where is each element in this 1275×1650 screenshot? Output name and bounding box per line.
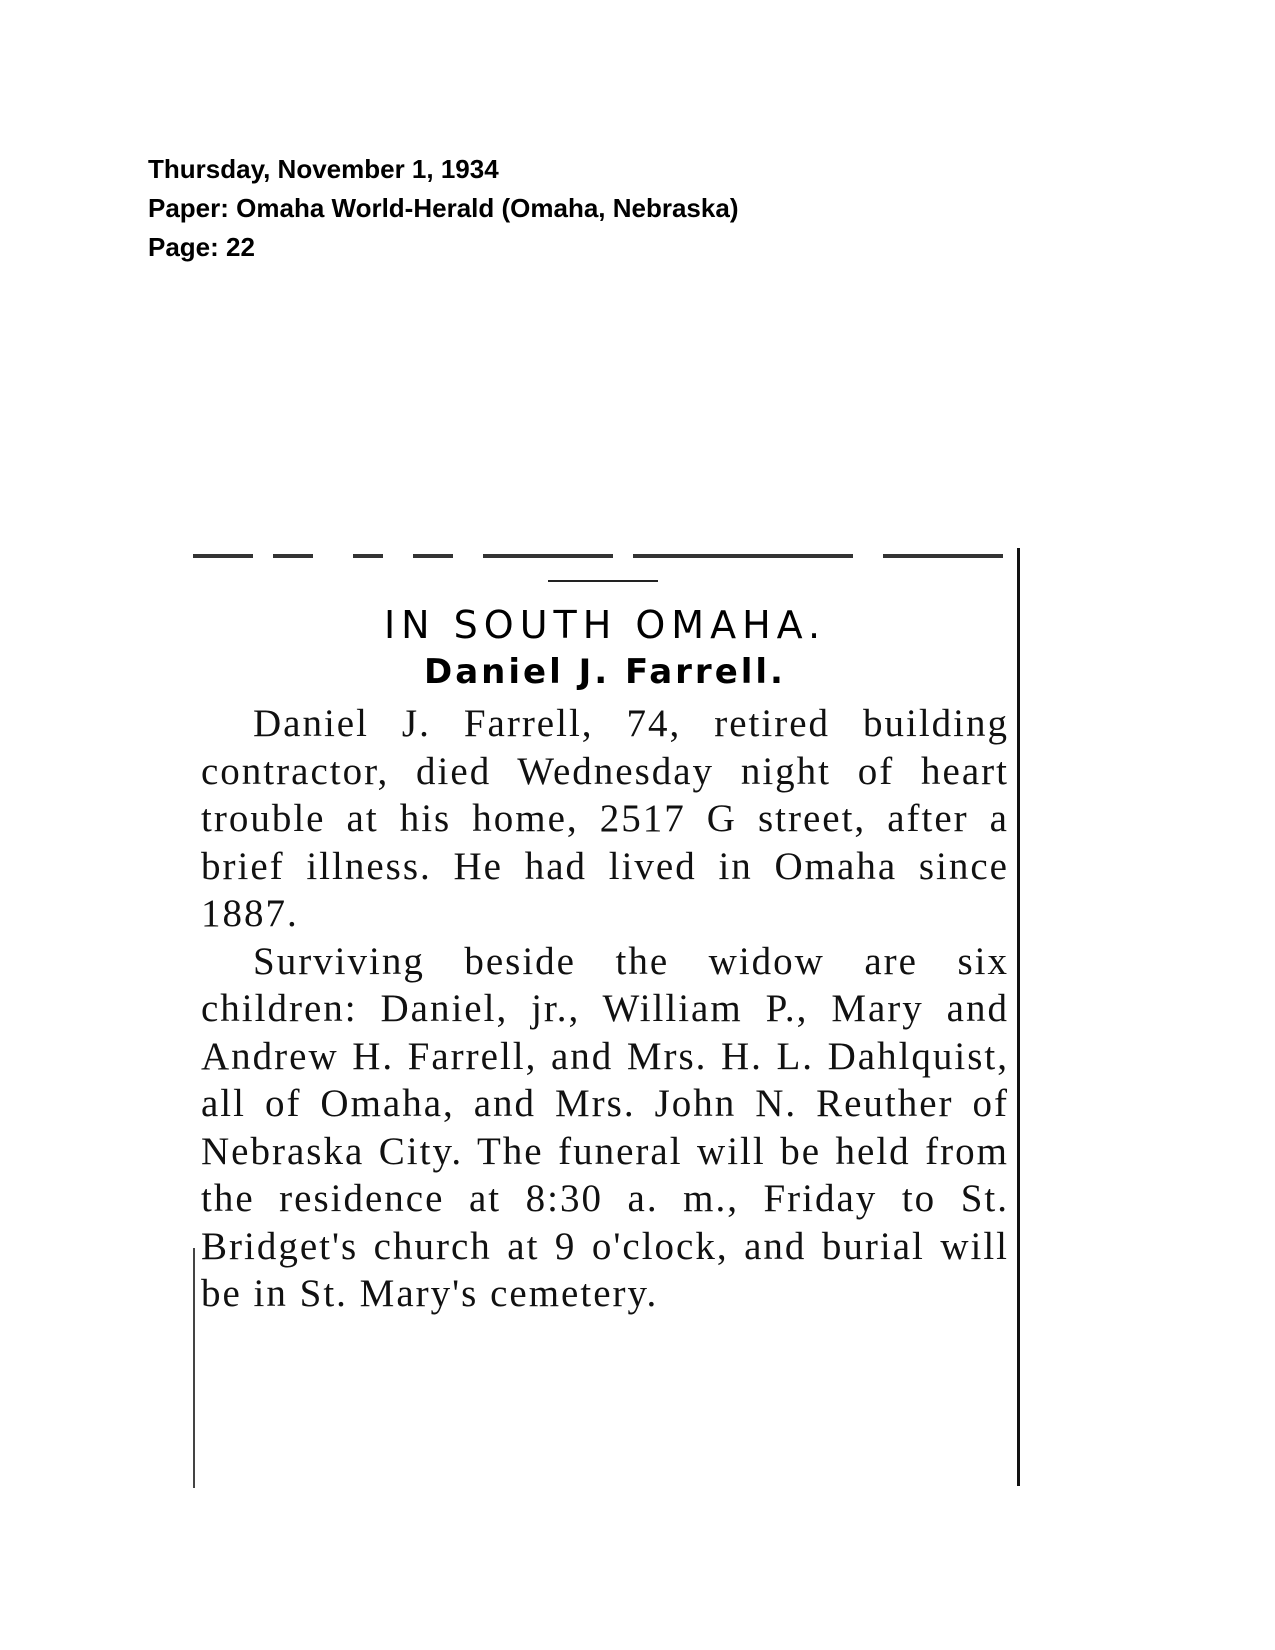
obituary-name: Daniel J. Farrell. bbox=[424, 652, 786, 692]
publication-date: Thursday, November 1, 1934 bbox=[148, 154, 499, 184]
column-rule-left bbox=[193, 1248, 195, 1488]
cut-off-text-fragment bbox=[193, 548, 1013, 566]
obituary-paragraph-2: Surviving beside the widow are six children: Daniel, jr., William P., Mary and Andrew H. Farrell, and Mrs. H. L. Dahlquist, all of Omaha, and Mrs. John N. Reuther of Nebraska City. The funeral will be held from the residence at 8:30 a. m., Friday to St. Bridget's church at 9 o'clock, and burial will be in St. Mary's cemetery. bbox=[201, 939, 1009, 1315]
page-number: Page: 22 bbox=[148, 232, 255, 262]
paper-name: Paper: Omaha World-Herald (Omaha, Nebraska) bbox=[148, 193, 739, 223]
obituary-paragraph-1: Daniel J. Farrell, 74, retired building contractor, died Wednesday night of heart trouble at his home, 2517 G street, after a brief illness. He had lived in Omaha since 1887. bbox=[201, 702, 1009, 935]
obituary-article bbox=[201, 600, 1009, 1318]
section-divider bbox=[548, 580, 658, 582]
newspaper-clipping bbox=[193, 548, 1029, 1488]
section-headline: IN SOUTH OMAHA. bbox=[383, 603, 827, 647]
column-rule-right bbox=[1017, 548, 1020, 1486]
clipping-header bbox=[148, 150, 738, 267]
